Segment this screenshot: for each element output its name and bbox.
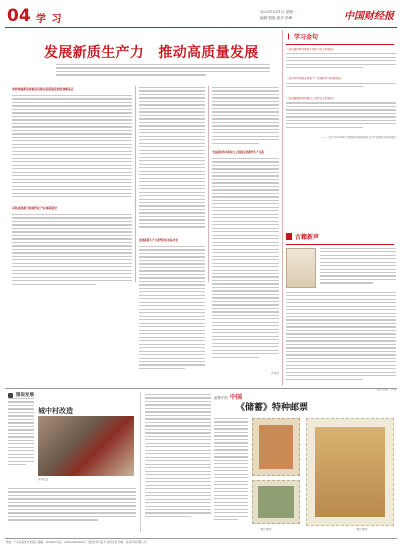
subhead: 加快构建新发展格局是推动高质量发展的战略基点 (12, 87, 74, 91)
photo-title: 城中村改造 (38, 406, 73, 415)
savings-stamp-image (252, 480, 300, 524)
header-rule (5, 27, 397, 28)
footer-rule (5, 538, 397, 539)
photo-feature (8, 392, 136, 481)
study-card-title: 学习金句 (294, 34, 319, 41)
article-column-2 (139, 87, 205, 376)
camera-icon (8, 393, 13, 398)
masthead-logo: 中国财经报 (344, 11, 394, 22)
article-column-1 (12, 87, 132, 294)
article-lead (56, 64, 270, 80)
book-caption: 《图书名称》 作者 (374, 387, 396, 391)
book-icon (286, 233, 292, 240)
photo-credit: 新华社发 (38, 478, 49, 481)
article-column-3 (212, 87, 279, 376)
subhead: 以科技创新引领现代化产业体系建设 (12, 206, 57, 210)
quote-attribution: ——习近平在2024年全国两会期间参加江苏代表团审议时的讲话 (321, 136, 396, 140)
date-line: 2023年5月1日 星期一 (260, 10, 297, 14)
bookmark-icon: ❙ (286, 33, 292, 40)
stamp-kicker: 邮票中的 (214, 396, 228, 400)
page-number: 04 (7, 6, 31, 26)
stamp-caption: （图片来源） (354, 528, 370, 531)
photo-section-label: 图说发展 (16, 393, 34, 398)
book-cover-image (286, 248, 316, 288)
quote-source: 《在中共中央政治局第十一次集体学习时的讲话》 (286, 77, 344, 81)
stamp-title: 《储蓄》特种邮票 (236, 403, 309, 413)
article-title: 发展新质生产力 推动高质量发展 (44, 45, 259, 61)
savings-stamp-image (306, 418, 394, 526)
savings-stamp-image (252, 418, 300, 476)
section-rule (5, 388, 397, 389)
city-street-photo (38, 416, 134, 476)
column-divider (140, 392, 141, 532)
editor-line: 编辑 熊旭 校对 洪峰 (260, 16, 293, 20)
stamp-feature (214, 392, 398, 531)
quote-source: 《在全面推进乡村振兴工作会议上的讲话》 (286, 96, 336, 100)
footer-info: 地址：广东省某某市某某区 邮编：000000 电话：(020)00000000 广告经营许可证号 每份定价 印刷：某某印务有限公司 (6, 541, 147, 544)
photo-feature-text (145, 394, 211, 526)
column-divider (135, 86, 136, 282)
study-card (286, 32, 396, 222)
subhead: 发展新质生产力要坚持从实际出发 (139, 239, 178, 242)
quote-source: 《在庆祝改革开放四十周年大会上的讲话》 (286, 47, 336, 51)
stamp-kicker-big: 中国 (230, 394, 243, 401)
stamp-caption: （图片来源） (258, 528, 274, 531)
section-label: 学 习 (36, 14, 63, 25)
subhead: 全面深化改革形成与之相适应的新型生产关系 (212, 151, 264, 154)
byline: 作者系 (271, 372, 279, 375)
column-divider (208, 86, 209, 282)
book-section (286, 232, 396, 392)
column-divider (282, 30, 283, 386)
book-section-title: 古籍新声 (295, 234, 320, 241)
